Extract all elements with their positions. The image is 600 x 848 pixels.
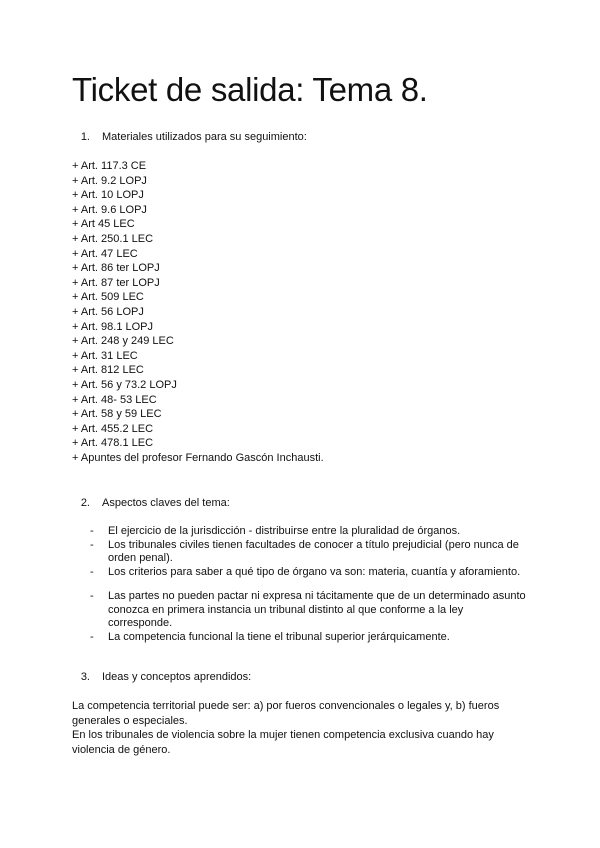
- list-item: + Art. 9.2 LOPJ: [72, 174, 147, 187]
- list-item: - El ejercicio de la jurisdicción - distribuirse entre la pluralidad de órganos.: [90, 525, 461, 537]
- materials-list: [72, 159, 324, 465]
- paragraph: La competencia territorial puede ser: a) por fueros convencionales o legales y, b) fueros generales o especiales.: [72, 700, 500, 727]
- section-3-title: Ideas y conceptos aprendidos:: [102, 671, 252, 683]
- section-1-number: 1.: [80, 131, 90, 143]
- list-item: + Art. 56 LOPJ: [72, 305, 144, 318]
- list-item: - Los criterios para saber a qué tipo de órgano va son: materia, cuantía y aforamiento.: [90, 565, 521, 578]
- list-item: + Art. 248 y 249 LEC: [72, 335, 174, 348]
- list-item: + Art. 47 LEC: [72, 247, 138, 260]
- document-title: Ticket de salida: Tema 8.: [72, 71, 428, 108]
- list-item: + Art. 455.2 LEC: [72, 422, 154, 435]
- key-aspects-list-b: [90, 590, 528, 644]
- section-1-title: Materiales utilizados para su seguimiento:: [102, 131, 307, 143]
- list-item: + Art. 509 LEC: [72, 291, 144, 304]
- list-item: - Las partes no pueden pactar ni expresa ni tácitamente que de un determinado asunto conozca en primera instancia un tribunal distinto al que conforme a la ley corresponde.: [90, 590, 526, 630]
- list-item: + Art. 10 LOPJ: [72, 189, 144, 202]
- list-item: + Art. 31 LEC: [72, 349, 138, 362]
- list-item: + Art 45 LEC: [72, 218, 135, 231]
- list-item: + Art. 56 y 73.2 LOPJ: [72, 378, 177, 391]
- paragraph: En los tribunales de violencia sobre la mujer tienen competencia exclusiva cuando hay violencia de género.: [72, 729, 494, 756]
- list-item: + Apuntes del profesor Fernando Gascón Inchausti.: [72, 451, 324, 464]
- list-item: + Art. 812 LEC: [72, 364, 144, 377]
- section-3-heading: [72, 670, 251, 684]
- section-2-heading: [72, 496, 230, 510]
- list-item: + Art. 250.1 LEC: [72, 232, 154, 245]
- list-item: + Art. 98.1 LOPJ: [72, 320, 154, 333]
- section-2-number: 2.: [80, 497, 90, 509]
- section-1-heading: [72, 130, 307, 144]
- list-item: + Art. 117.3 CE: [72, 160, 147, 172]
- list-item: + Art. 86 ter LOPJ: [72, 262, 160, 275]
- key-aspects-list-a: [90, 525, 528, 579]
- list-item: + Art. 58 y 59 LEC: [72, 408, 162, 421]
- list-item: + Art. 48- 53 LEC: [72, 393, 157, 406]
- list-item: - La competencia funcional la tiene el tribunal superior jerárquicamente.: [90, 630, 450, 643]
- section-3-number: 3.: [80, 671, 90, 683]
- section-2-title: Aspectos claves del tema:: [102, 497, 230, 509]
- list-item: + Art. 478.1 LEC: [72, 437, 154, 450]
- list-item: + Art. 9.6 LOPJ: [72, 203, 147, 216]
- list-item: + Art. 87 ter LOPJ: [72, 276, 160, 289]
- list-item: - Los tribunales civiles tienen facultades de conocer a título prejudicial (pero nunca de orden penal).: [90, 538, 519, 565]
